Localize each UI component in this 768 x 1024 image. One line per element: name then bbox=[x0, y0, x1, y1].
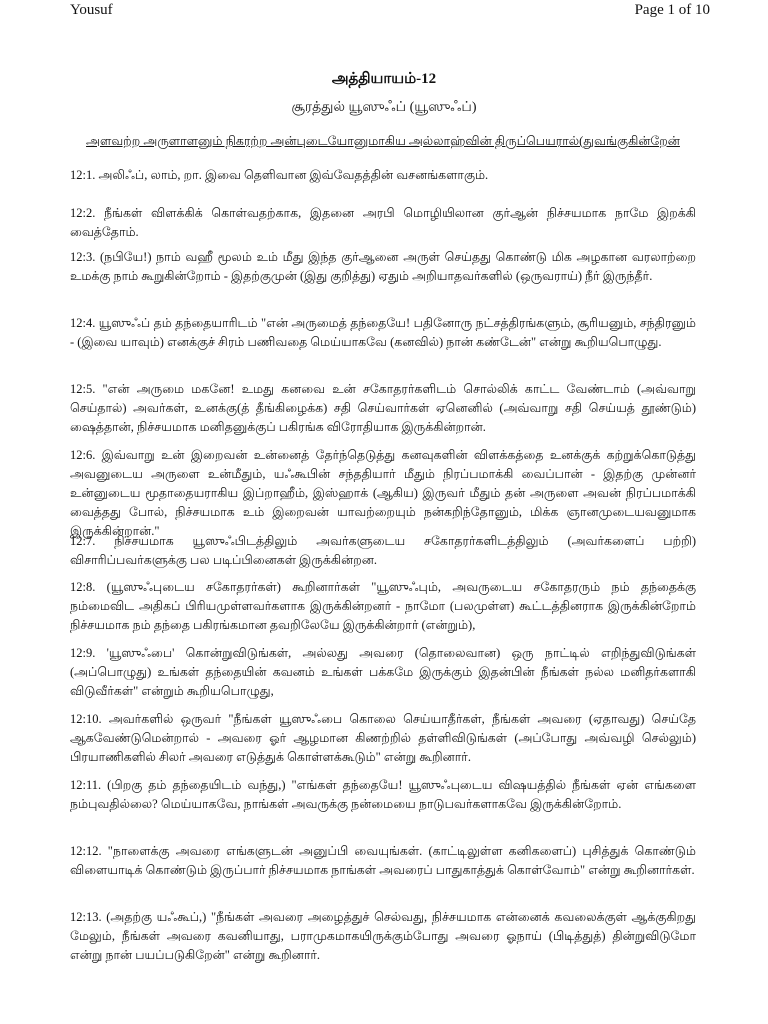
verse-12-3: 12:3. (நபியே!) நாம் வஹீ மூலம் உம் மீது இந்த குர்ஆனை அருள் செய்தது கொண்டு மிக அழகான வரலாற்றை உமக்கு நாம் கூறுகின்றோம் - இதற்குமுன் (இது குறித்து) ஏதும் அறியாதவர்களில் (ஒருவராய்) நீர் இருந்தீர். bbox=[70, 250, 696, 283]
verse-12-9: 12:9. 'யூஸுஃபை' கொன்றுவிடுங்கள், அல்லது அவரை (தொலைவான) ஒரு நாட்டில் எறிந்துவிடுங்கள் (அப்பொழுது) உங்கள் தந்தையின் கவனம் உங்கள் பக்கமே இருக்கும் இதன்பின் நீங்கள் நல்ல மனிதர்களாகி விடுவீர்கள்" என்றும் கூறியபொழுது, bbox=[70, 646, 696, 698]
verse-12-1: 12:1. அலிஃப், லாம், றா. இவை தெளிவான இவ்வேதத்தின் வசனங்களாகும். bbox=[70, 168, 489, 182]
verse-12-12: 12:12. "நாளைக்கு அவரை எங்களுடன் அனுப்பி வையுங்கள். (காட்டிலுள்ள கனிகளைப்) புசித்துக் கொண்டும் விளையாடிக் கொண்டும் இருப்பார் நிச்சயமாக நாங்கள் அவரைப் பாதுகாத்துக் கொள்வோம்" என்று கூறினார்கள். bbox=[70, 844, 696, 877]
verse-12-10: 12:10. அவர்களில் ஒருவர் "நீங்கள் யூஸுஃபை கொலை செய்யாதீர்கள், நீங்கள் அவரை (ஏதாவது) செய்தே ஆகவேண்டுமென்றால் - அவரை ஓர் ஆழமான கிணற்றில் தள்ளிவிடுங்கள் (அப்போது அவ்வழி செல்லும்) பிரயாணிகளில் சிலர் அவரை எடுத்துக் கொள்ளக்கூடும்" என்று கூறினார். bbox=[70, 712, 696, 764]
verse-12-4: 12:4. யூஸுஃப் தம் தந்தையாரிடம் "என் அருமைத் தந்தையே! பதினோரு நட்சத்திரங்களும், சூரியனும், சந்திரனும் - (இவை யாவும்) எனக்குச் சிரம் பணிவதை மெய்யாகவே (கனவில்) நான் கண்டேன்" என்று கூறியபொழுது. bbox=[70, 316, 696, 349]
chapter-subtitle: சூரத்துல் யூஸுஃப் (யூஸுஃப்) bbox=[291, 100, 477, 115]
verse-12-5: 12:5. "என் அருமை மகனே! உமது கனவை உன் சகோதரர்களிடம் சொல்லிக் காட்ட வேண்டாம் (அவ்வாறு செய்தால்) அவர்கள், உனக்கு(த் தீங்கிழைக்க) சதி செய்வார்கள் ஏனெனில் (அவ்வாறு சதி செய்யத் தூண்டும்) ஷைத்தான், நிச்சயமாக மனிதனுக்குப் பகிரங்க விரோதியாக இருக்கின்றான். bbox=[70, 382, 696, 434]
verse-12-8: 12:8. (யூஸுஃபுடைய சகோதரர்கள்) கூறினார்கள் "யூஸுஃபும், அவருடைய சகோதரரும் நம் தந்தைக்கு நம்மைவிட அதிகப் பிரியமுள்ளவர்களாக இருக்கின்றனர் - நாமோ (பலமுள்ள) கூட்டத்தினராக இருக்கின்றோம் நிச்சயமாக நம் தந்தை பகிரங்கமான தவறிலேயே இருக்கின்றார் (என்றும்), bbox=[70, 580, 696, 632]
verse-12-2: 12:2. நீங்கள் விளக்கிக் கொள்வதற்காக, இதனை அரபி மொழியிலான குர்ஆன் நிச்சயமாக நாமே இறக்கி வைத்தோம். bbox=[70, 206, 696, 239]
header-page-label: Page 1 of 10 bbox=[634, 2, 710, 18]
verse-12-11: 12:11. (பிறகு தம் தந்தையிடம் வந்து,) "எங்கள் தந்தையே! யூஸுஃபுடைய விஷயத்தில் நீங்கள் ஏன் எங்களை நம்புவதில்லை? மெய்யாகவே, நாங்கள் அவருக்கு நன்மையை நாடுபவர்களாகவே இருக்கின்றோம். bbox=[70, 778, 696, 811]
verse-12-7: 12:7. நிச்சயமாக யூஸுஃபிடத்திலும் அவர்களுடைய சகோதரர்களிடத்திலும் (அவர்களைப் பற்றி) விசாரிப்பவர்களுக்கு பல படிப்பினைகள் இருக்கின்றன. bbox=[70, 534, 696, 567]
header-author: Yousuf bbox=[70, 2, 113, 18]
bismillah-line: அளவற்ற அருளாளனும் நிகரற்ற அன்புடையோனுமாகிய அல்லாஹ்வின் திருப்பெயரால்(துவங்குகின்றேன் bbox=[86, 134, 680, 148]
verse-list bbox=[70, 166, 696, 968]
verse-12-6: 12:6. இவ்வாறு உன் இறைவன் உன்னைத் தேர்ந்தெடுத்து கனவுகளின் விளக்கத்தை உனக்குக் கற்றுக்கொடுத்து அவனுடைய அருளை உன்மீதும், யஃகூபின் சந்ததியார் மீதும் நிரப்பமாக்கி வைப்பான் - இதற்கு முன்னர் உன்னுடைய மூதாதையராகிய இப்றாஹீம், இஸ்ஹாக் (ஆகிய) இருவர் மீதும் தன் அருளை அவன் நிரப்பமாக்கி வைத்தது போல், நிச்சயமாக உம் இறைவன் யாவற்றையும் நன்கறிந்தோனும், மிக்க ஞானமுடையவனுமாக இருக்கின்றான்." bbox=[70, 448, 696, 538]
verse-12-13: 12:13. (அதற்கு யஃகூப்,) "நீங்கள் அவரை அழைத்துச் செல்வது, நிச்சயமாக என்னைக் கவலைக்குள் ஆக்குகிறது மேலும், நீங்கள் அவரை கவனியாது, பராமுகமாகயிருக்கும்போது அவரை ஓநாய் (பிடித்துத்) தின்றுவிடுமோ என்று நான் பயப்படுகிறேன்" என்று கூறினார். bbox=[70, 910, 696, 962]
chapter-title: அத்தியாயம்-12 bbox=[331, 71, 437, 87]
